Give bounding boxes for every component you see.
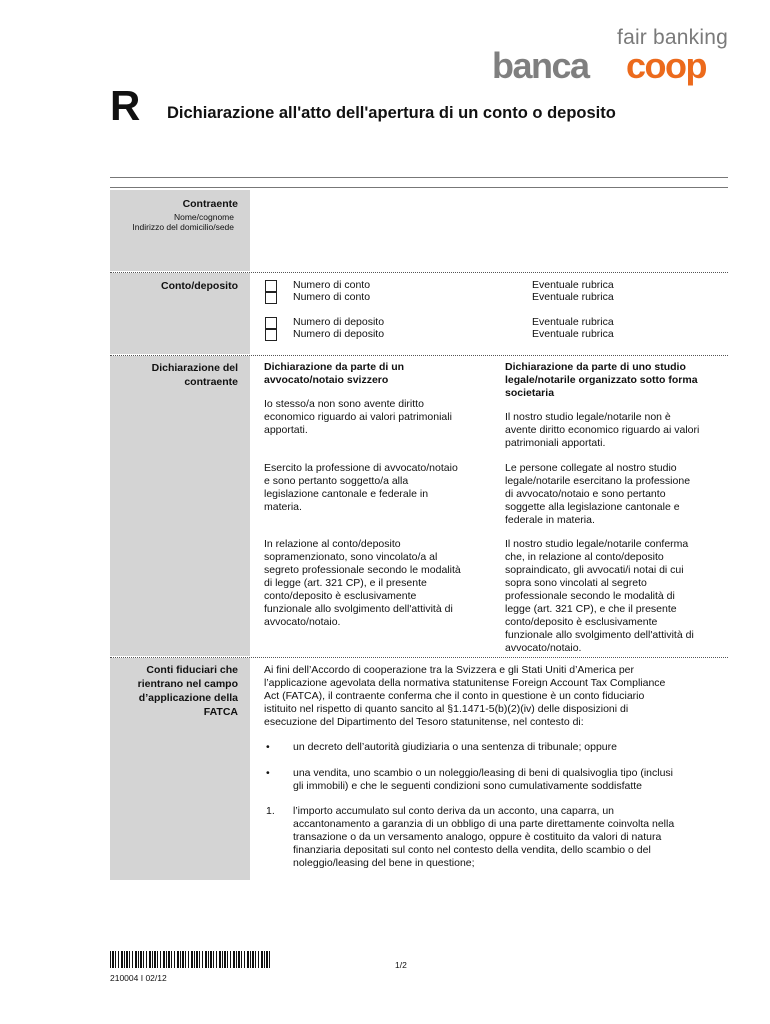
banca-coop-logo (492, 48, 732, 88)
bullet-2-line: gli immobili) e che le seguenti condizioni sono cumulativamente soddisfatte (293, 780, 643, 792)
numbered-1-line: transazione o da un versamento analogo, oppure è costituito da valori di natura (293, 831, 662, 843)
bullet-2-line: una vendita, uno scambio o un noleggio/leasing di beni di qualsivoglia tipo (inclusi (293, 767, 673, 779)
col2-p3-line: sopra sono vincolati al segreto (505, 577, 647, 589)
col1-p2-line: e sono pertanto soggetto/a alla (264, 475, 409, 487)
fatca-label-line: FATCA (203, 706, 238, 718)
numbered-1-line: l’importo accumulato sul conto deriva da un acconto, una caparra, un (293, 805, 615, 817)
logo-coop-text: coop (626, 48, 706, 86)
rubrica-label: Eventuale rubrica (532, 291, 614, 303)
conto-checkbox-2[interactable] (265, 292, 277, 304)
conto-number-label: Numero di conto (293, 291, 371, 303)
dichiarazione-label-2: contraente (184, 376, 238, 388)
numbered-1-line: accantonamento a garanzia di un obbligo di una parte direttamente coinvolta nella (293, 818, 675, 830)
col1-p3-line: In relazione al conto/deposito (264, 538, 401, 550)
dichiarazione-label-1: Dichiarazione del (151, 362, 238, 374)
form-letter: R (110, 82, 141, 129)
conto-number-label: Numero di conto (293, 279, 371, 291)
page-title: Dichiarazione all'atto dell'apertura di un conto o deposito (167, 104, 616, 122)
col2-p3-line: avvocato/notaio. (505, 642, 582, 654)
bullet-marker: • (266, 741, 270, 753)
col2-p3-line: legge (art. 321 CP), e che il presente (505, 603, 677, 615)
col1-p3-line: conto/deposito è esclusivamente (264, 590, 417, 602)
col1-p3-line: avvocato/notaio. (264, 616, 341, 628)
bullet-marker: • (266, 767, 270, 779)
top-rule-2 (110, 187, 728, 188)
col1-p1-line: Io stesso/a non sono avente diritto (264, 398, 424, 410)
contraente-label: Contraente (182, 198, 238, 210)
col2-p3-line: Il nostro studio legale/notarile conferma (505, 538, 689, 550)
logo-banca-text: banca (492, 48, 589, 86)
bullet-1-line: un decreto dell’autorità giudiziaria o una sentenza di tribunale; oppure (293, 741, 617, 753)
fatca-intro-line: Ai fini dell’Accordo di cooperazione tra la Svizzera e gli Stati Uniti d’America per (264, 664, 635, 676)
tagline: fair banking (617, 26, 728, 49)
deposito-checkbox-1[interactable] (265, 317, 277, 329)
fatca-intro-line: l’applicazione agevolata della normativa statunitense Foreign Account Tax Compliance (264, 677, 666, 689)
col1-heading-1: Dichiarazione da parte di un (264, 361, 405, 373)
contraente-field[interactable] (256, 192, 726, 268)
col2-p1-line: Il nostro studio legale/notarile non è (505, 411, 671, 423)
numbered-1-line: noleggio/leasing del bene in questione; (293, 857, 475, 869)
col1-p1-line: economico riguardo ai valori patrimoniali (264, 411, 452, 423)
conto-checkbox-1[interactable] (265, 280, 277, 292)
fatca-intro-line: istituito nel rispetto di quanto sancito al §1.1471-5(b)(2)(iv) delle disposizioni di (264, 703, 629, 715)
fatca-intro-line: Act (FATCA), il contraente conferma che il conto in questione è un conto fiduciario (264, 690, 645, 702)
fatca-label-line: d’applicazione della (138, 692, 238, 704)
col1-p3-line: funzionale allo svolgimento dell'attività di (264, 603, 453, 615)
col1-p2-line: materia. (264, 501, 302, 513)
fatca-intro-line: esecuzione del Dipartimento del Tesoro statunitense, nel contesto di: (264, 716, 584, 728)
rubrica-label: Eventuale rubrica (532, 279, 614, 291)
col1-p3-line: di legge (art. 321 CP), e il presente (264, 577, 427, 589)
deposito-number-label: Numero di deposito (293, 316, 385, 328)
col1-p3-line: segreto professionale secondo le modalità (264, 564, 461, 576)
col2-p3-line: professionale secondo le modalità di (505, 590, 675, 602)
col2-p2-line: legale/notarile esercitano la professione (505, 475, 691, 487)
section-divider (110, 272, 728, 273)
col1-heading-2: avvocato/notaio svizzero (264, 374, 389, 386)
section-divider (110, 355, 728, 356)
col1-p2-line: legislazione cantonale e federale in (264, 488, 429, 500)
col2-p2-line: di avvocato/notaio e sono pertanto (505, 488, 666, 500)
col2-heading-3: societaria (505, 387, 555, 399)
fatca-label-line: Conti fiduciari che (146, 664, 238, 676)
col2-p2-line: soggette alla legislazione cantonale e (505, 501, 680, 513)
col1-p2-line: Esercito la professione di avvocato/notaio (264, 462, 458, 474)
conto-deposito-label: Conto/deposito (161, 280, 238, 292)
col1-p1-line: apportati. (264, 424, 308, 436)
deposito-checkbox-2[interactable] (265, 329, 277, 341)
rubrica-label: Eventuale rubrica (532, 328, 614, 340)
top-rule (110, 177, 728, 178)
sidebar-dichiarazione (110, 356, 250, 656)
numbered-1-line: finanziaria depositati sul conto nel contesto della vendita, dello scambio o del (293, 844, 651, 856)
indirizzo-label: Indirizzo del domicilio/sede (132, 222, 234, 232)
col1-p3-line: sopramenzionato, sono vincolato/a al (264, 551, 438, 563)
barcode (110, 951, 270, 968)
col2-p3-line: conto/deposito è esclusivamente (505, 616, 658, 628)
col2-p3-line: che, in relazione al conto/deposito (505, 551, 664, 563)
rubrica-label: Eventuale rubrica (532, 316, 614, 328)
col2-p1-line: avente diritto economico riguardo ai valori (505, 424, 700, 436)
col2-p3-line: funzionale allo svolgimento dell'attività di (505, 629, 694, 641)
col2-heading-2: legale/notarile organizzato sotto forma (505, 374, 698, 386)
col2-p3-line: sopraindicato, gli avvocati/i notai di cui (505, 564, 684, 576)
col2-p2-line: Le persone collegate al nostro studio (505, 462, 677, 474)
col2-p1-line: patrimoniali apportati. (505, 437, 606, 449)
col2-p2-line: federale in materia. (505, 514, 595, 526)
col2-heading-1: Dichiarazione da parte di uno studio (505, 361, 686, 373)
fatca-label-line: rientrano nel campo (137, 678, 238, 690)
nome-cognome-label: Nome/cognome (173, 212, 234, 222)
page-number: 1/2 (395, 960, 407, 970)
deposito-number-label: Numero di deposito (293, 328, 385, 340)
numbered-marker: 1. (266, 805, 275, 817)
document-code: 210004 I 02/12 (110, 973, 167, 983)
section-divider (110, 657, 728, 658)
